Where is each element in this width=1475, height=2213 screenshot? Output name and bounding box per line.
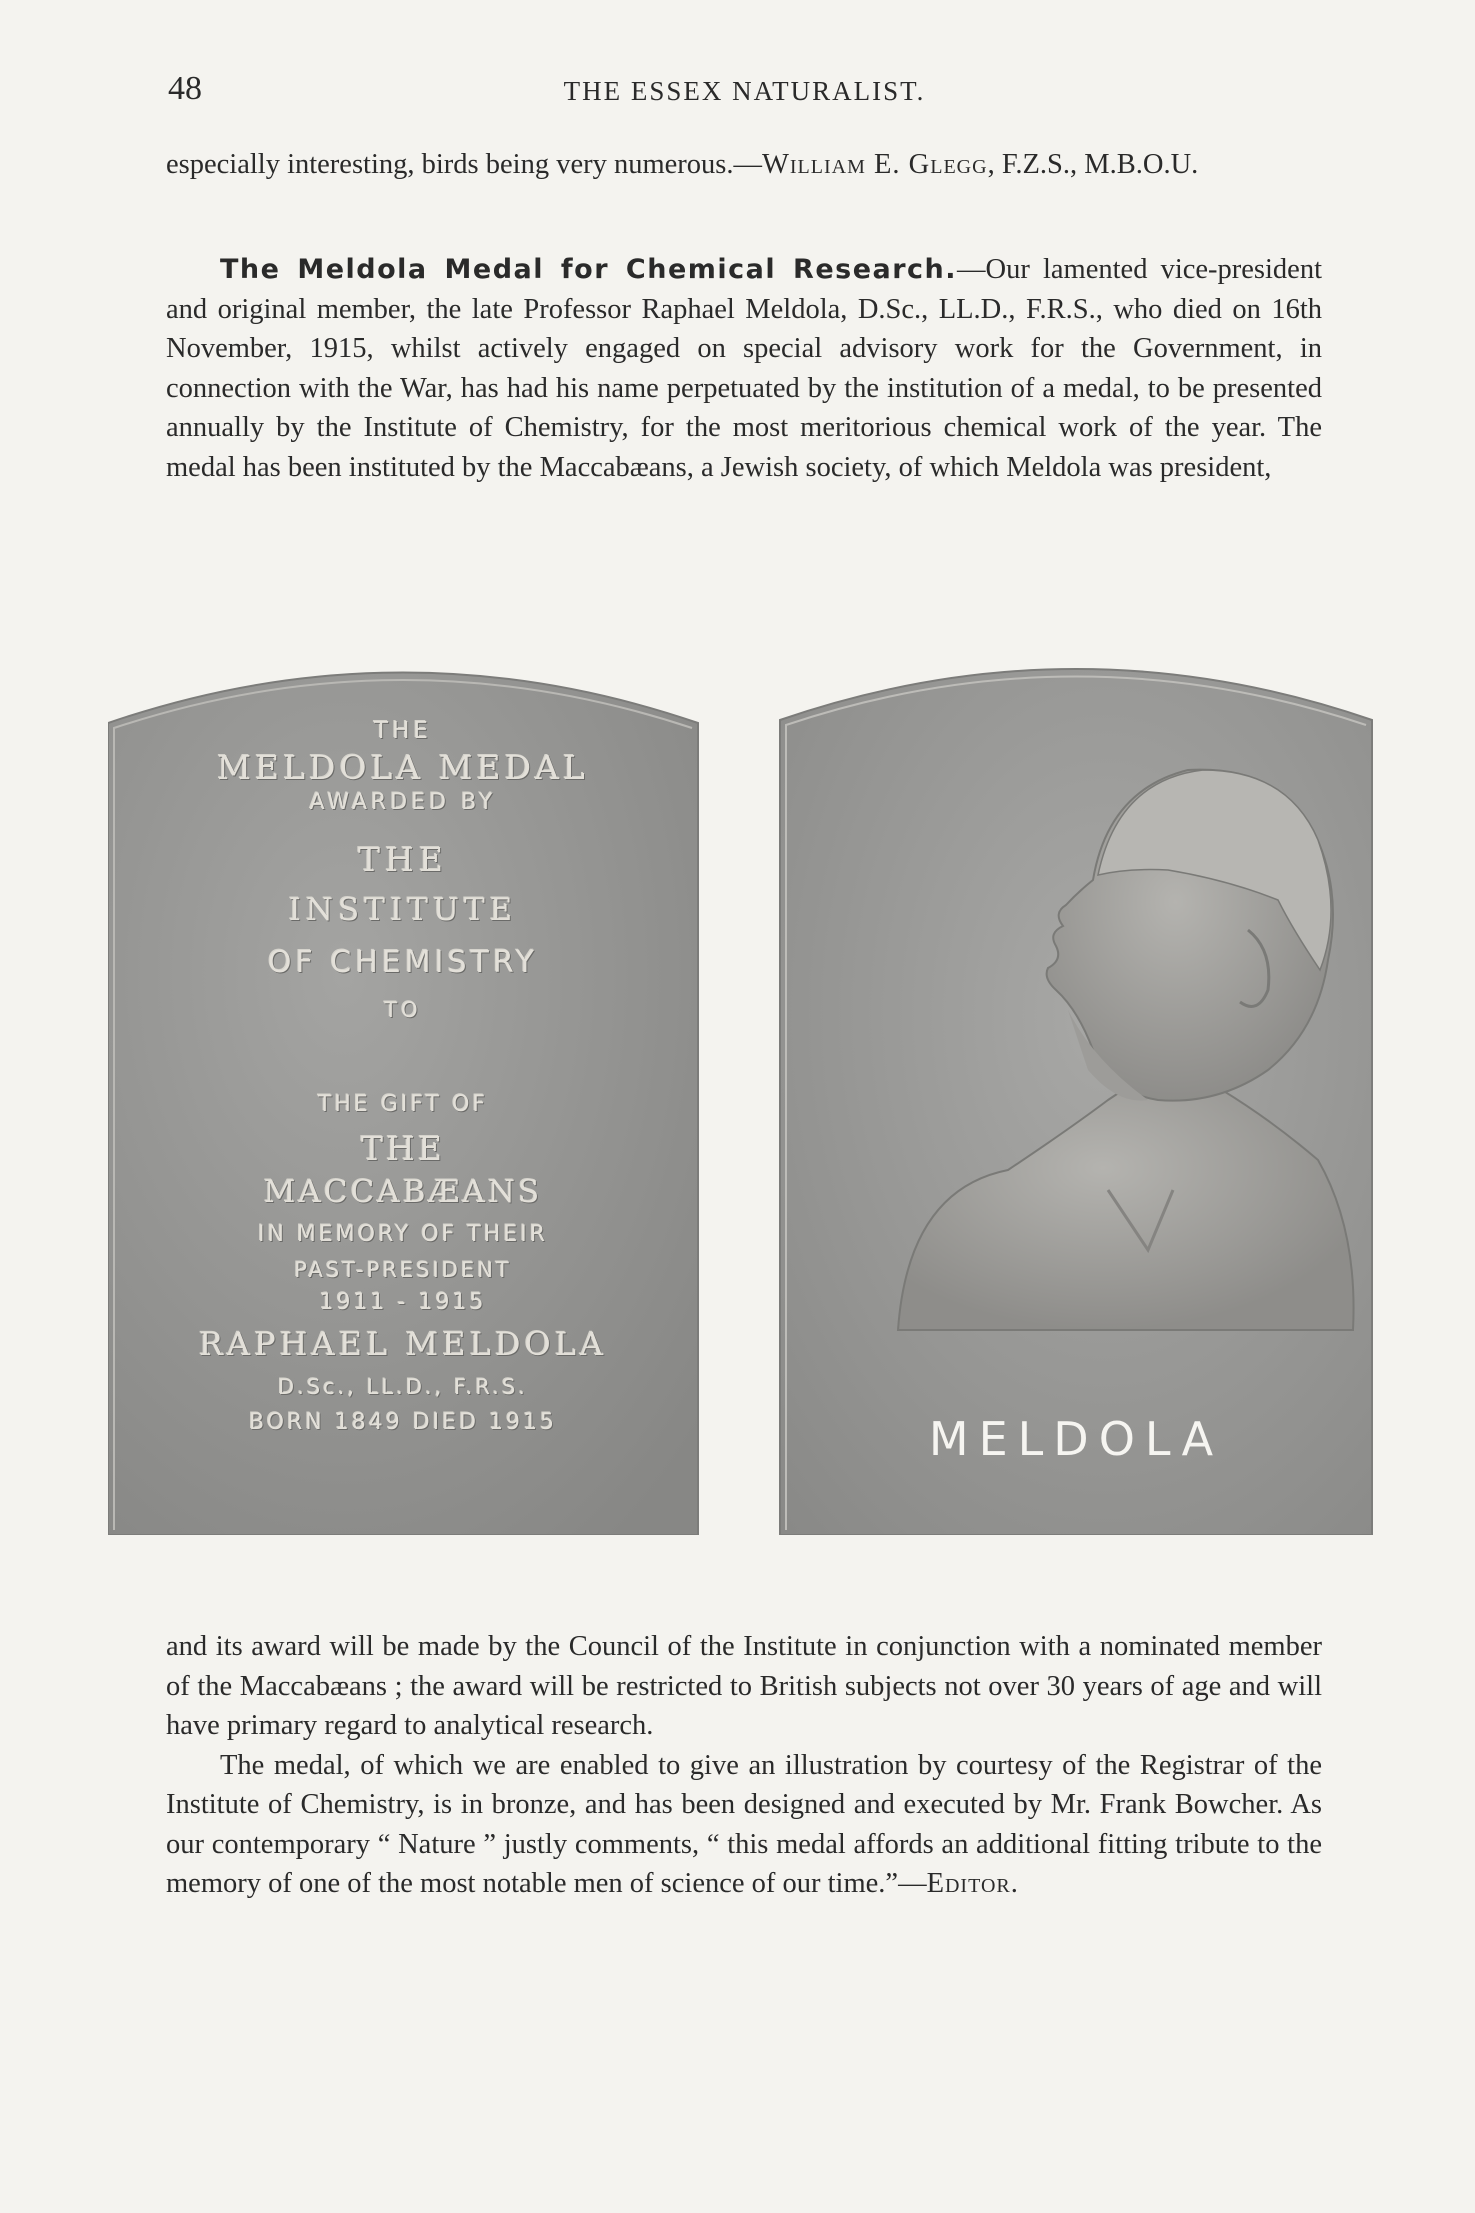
page-header	[168, 70, 1321, 120]
editor-signature: Editor	[926, 1868, 1011, 1899]
text-block-meldola	[166, 250, 1322, 487]
inscription-line: D.Sc., LL.D., F.R.S.	[278, 1375, 528, 1399]
inscription-line: THE GIFT OF	[317, 1092, 489, 1117]
obverse-name: MELDOLA	[928, 1412, 1224, 1466]
page-number: 48	[168, 70, 202, 107]
inscription-line: AWARDED BY	[309, 790, 497, 815]
inscription-line: OF CHEMISTRY	[267, 945, 539, 980]
reverse-inscription	[108, 630, 698, 1535]
inscription-line: RAPHAEL MELDOLA	[198, 1325, 608, 1363]
inscription-line: TO	[384, 998, 422, 1022]
text-block-top	[166, 145, 1322, 185]
inscription-line: THE	[358, 840, 448, 879]
inscription-line: THE	[361, 1129, 445, 1168]
paragraph-meldola-medal: The Meldola Medal for Chemical Research.—Our lamented vice-president and original member, the late Professor Raphael Meldola, D.Sc., LL.D., F.R.S., who died on 16th November, 1915, whilst actively engaged on special advisory work for the Government, in connection with the War, has had his name perpetuated by the institution of a medal, to be presented annually by the Institute of Chemistry, for the most meritorious chemical work of the year. The medal has been instituted by the Maccabæans, a Jewish society, of which Meldola was president,	[166, 254, 1322, 483]
inscription-line: 1911 - 1915	[319, 1290, 487, 1315]
inscription-line: MELDOLA MEDAL	[217, 748, 589, 787]
inscription-line: IN MEMORY OF THEIR	[257, 1222, 549, 1247]
author-name: William E. Glegg	[761, 149, 988, 180]
paragraph-medal-design: The medal, of which we are enabled to give an illustration by courtesy of the Registrar of the Institute of Chemistry, is in bronze, and has been designed and executed by Mr. Frank Bowcher. As our contemporary “ Nature ” justly comments, “ this medal affords an additional fitting tribute to the memory of one of the most notable men of science of our time.”—Editor.	[166, 1749, 1322, 1899]
section-title: The Meldola Medal for Chemical Research.	[220, 254, 958, 285]
inscription-line: MACCABÆANS	[263, 1174, 543, 1210]
inscription-line: INSTITUTE	[288, 892, 518, 928]
inscription-line: PAST-PRESIDENT	[294, 1258, 512, 1282]
medal-illustration	[108, 630, 1378, 1535]
paragraph-glegg: especially interesting, birds being very numerous.—William E. Glegg, F.Z.S., M.B.O.U.	[166, 149, 1199, 180]
paragraph-award: and its award will be made by the Council of the Institute in conjunction with a nominated member of the Maccabæans ; the award will be restricted to British subjects not over 30 years of age and will have primary regard to analytical research.	[166, 1631, 1322, 1741]
inscription-line: THE	[374, 718, 432, 744]
inscription-line: BORN 1849 DIED 1915	[249, 1410, 557, 1435]
running-head: THE ESSEX NATURALIST.	[563, 76, 926, 106]
text-block-bottom	[166, 1627, 1322, 1904]
